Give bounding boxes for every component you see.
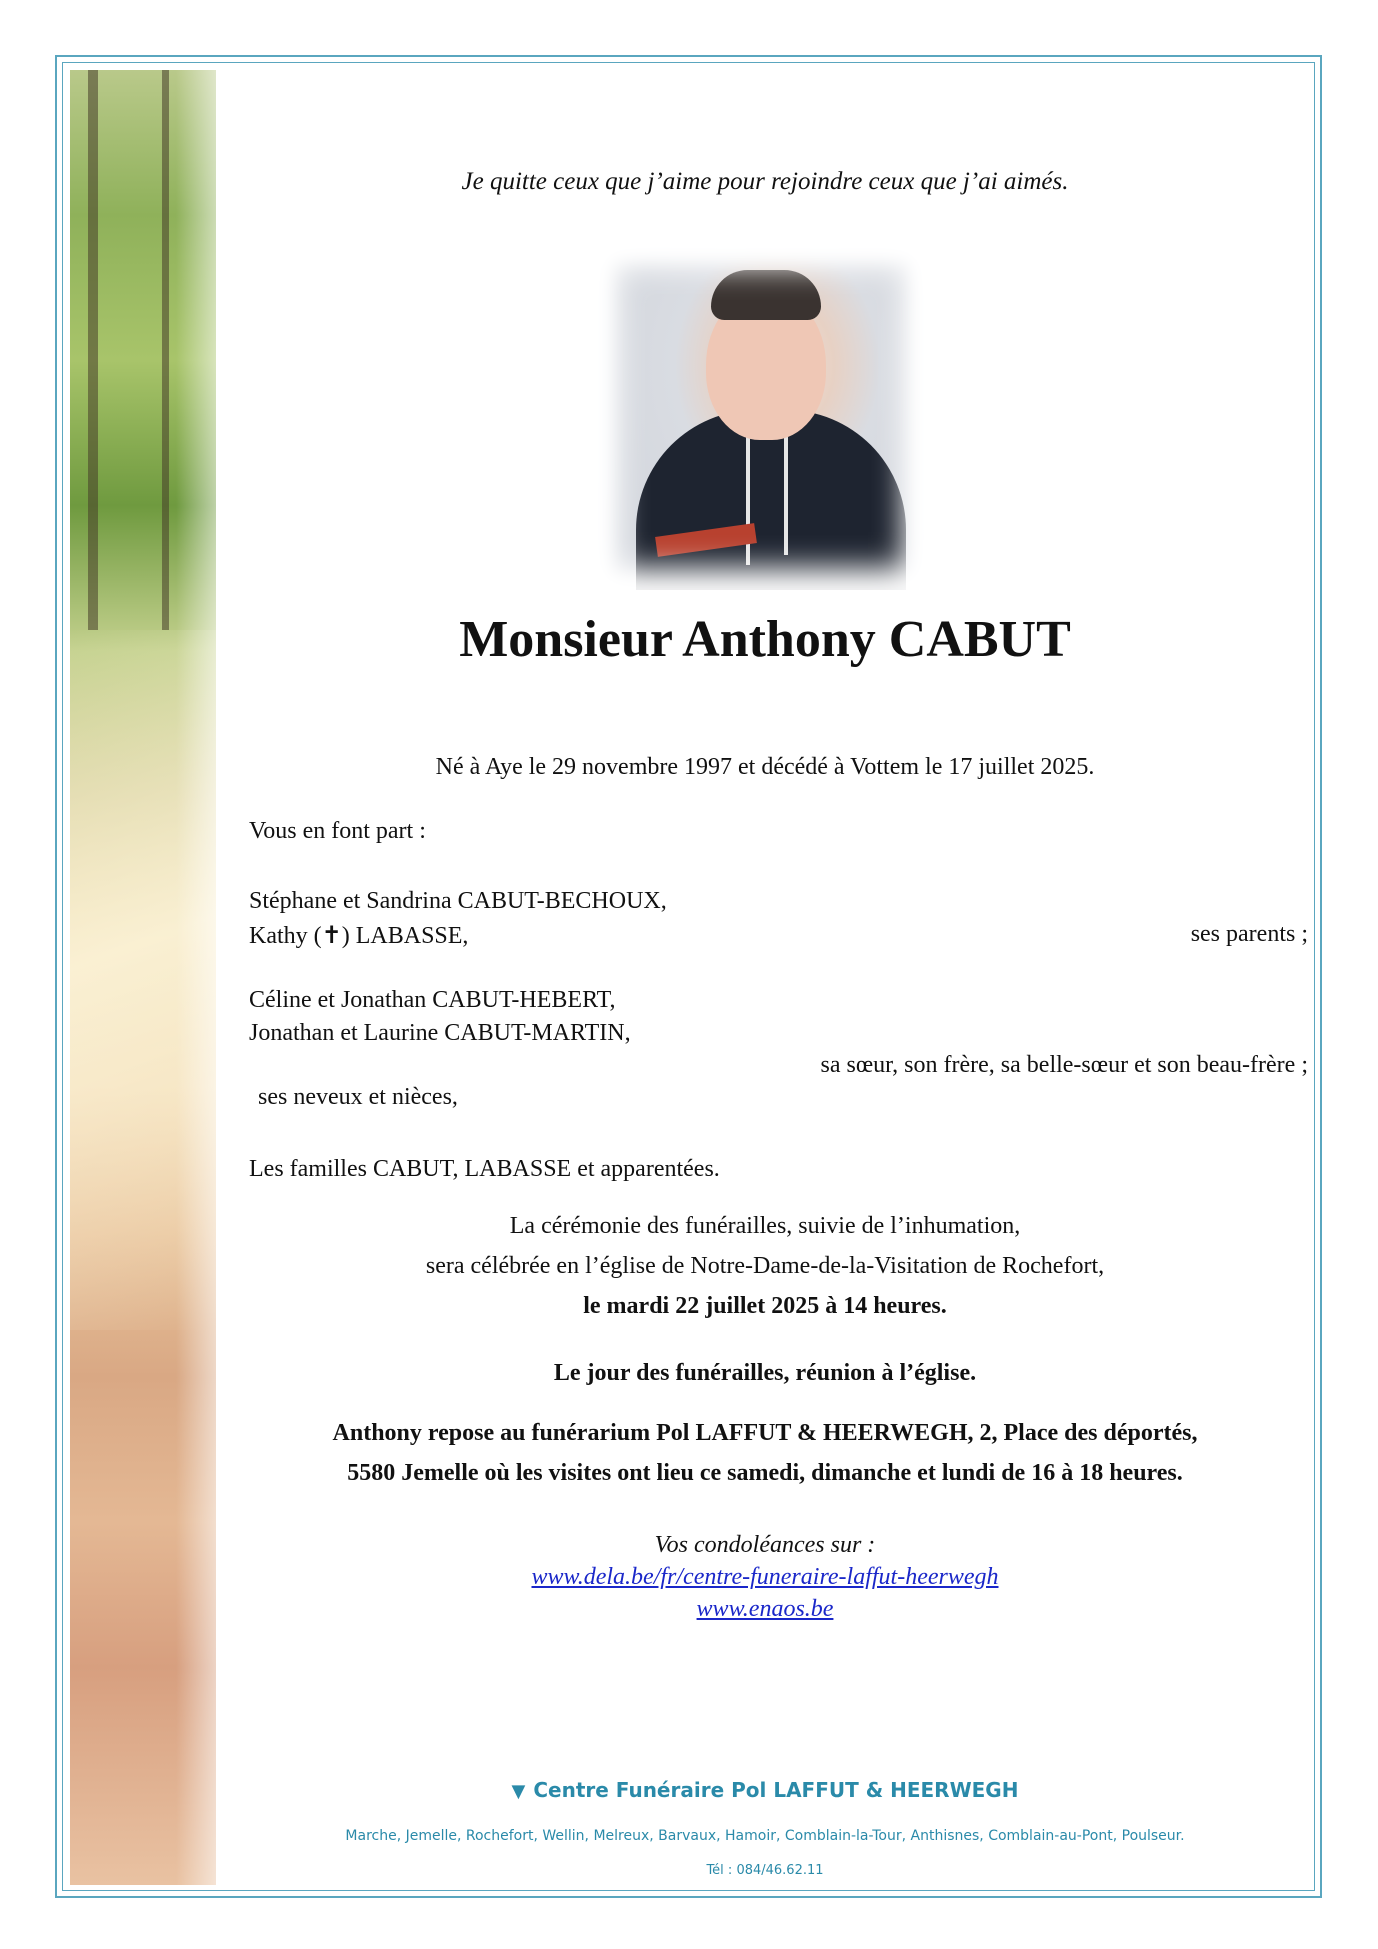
portrait-photo	[596, 245, 926, 590]
condolences-label: Vos condoléances sur :	[654, 1532, 876, 1558]
ceremony-line-1: La cérémonie des funérailles, suivie de l’inhumation,	[509, 1213, 1021, 1239]
dela-link[interactable]: www.dela.be/fr/centre-funeraire-laffut-heerwegh	[531, 1564, 999, 1590]
triangle-down-icon: ▼	[511, 1781, 526, 1802]
nephews-line: ses neveux et nièces,	[258, 1084, 458, 1110]
funeral-center-name: Centre Funéraire Pol LAFFUT & HEERWEGH	[533, 1778, 1019, 1802]
forest-path-photo-strip	[70, 70, 216, 1885]
announce-line: Vous en font part :	[249, 818, 426, 844]
deceased-name: Monsieur Anthony CABUT	[459, 611, 1071, 668]
meeting-line: Le jour des funérailles, réunion à l’église.	[553, 1360, 977, 1386]
repose-line-2: 5580 Jemelle où les visites ont lieu ce samedi, dimanche et lundi de 16 à 18 heures.	[347, 1460, 1183, 1486]
birth-death-line: Né à Aye le 29 novembre 1997 et décédé à Vottem le 17 juillet 2025.	[435, 754, 1095, 780]
enaos-link[interactable]: www.enaos.be	[696, 1596, 834, 1622]
funeral-center-phone: Tél : 084/46.62.11	[706, 1863, 824, 1878]
funeral-center-title	[216, 1778, 1314, 1802]
parents-relation: ses parents ;	[1190, 921, 1308, 947]
ceremony-line-2: sera célébrée en l’église de Notre-Dame-de-la-Visitation de Rochefort,	[425, 1253, 1105, 1279]
parents-line-1: Stéphane et Sandrina CABUT-BECHOUX,	[249, 888, 667, 914]
epigraph: Je quitte ceux que j’aime pour rejoindre ceux que j’ai aimés.	[461, 168, 1069, 195]
siblings-relation: sa sœur, son frère, sa belle-sœur et son beau-frère ;	[820, 1052, 1308, 1078]
siblings-line-2: Jonathan et Laurine CABUT-MARTIN,	[249, 1020, 631, 1046]
ceremony-date: le mardi 22 juillet 2025 à 14 heures.	[583, 1293, 947, 1319]
funeral-center-towns: Marche, Jemelle, Rochefort, Wellin, Melreux, Barvaux, Hamoir, Comblain-la-Tour, Anthisnes, Comblain-au-Pont, Poulseur.	[345, 1828, 1185, 1844]
parents-line-2: Kathy (✝) LABASSE,	[249, 923, 469, 949]
repose-line-1: Anthony repose au funérarium Pol LAFFUT & HEERWEGH, 2, Place des déportés,	[332, 1420, 1198, 1446]
families-line: Les familles CABUT, LABASSE et apparentées.	[249, 1156, 720, 1182]
obituary-content	[216, 70, 1314, 1885]
siblings-line-1: Céline et Jonathan CABUT-HEBERT,	[249, 987, 616, 1013]
